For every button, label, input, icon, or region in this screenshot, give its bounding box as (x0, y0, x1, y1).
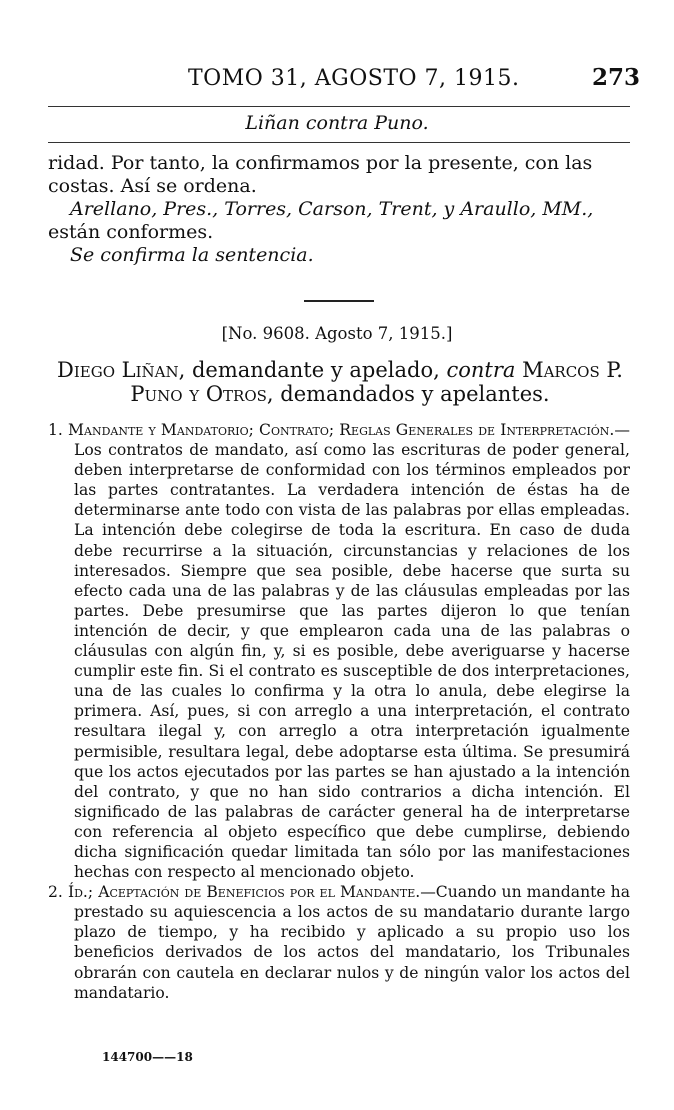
syllabus-text: —Cuando un mandante ha prestado su aquiescencia a los actos de su mandatario durante largo plazo de tiempo, y ha recibido y aplicado a su propio uso los beneficios derivados de los actos del mandatario, los Tribunales obrarán con cautela en declarar nulos y de ningún valor los actos del mandatario. (74, 883, 630, 1002)
syllabus-text: —Los contratos de mandato, así como las escrituras de poder general, deben interpretarse de conformidad con los términos empleados por las partes contratantes. La verdadera intención de éstas ha de determinarse ante todo con vista de las palabras por ellas empleadas. La intención debe colegirse de toda la escritura. En caso de duda debe recurrirse a la situación, circunstancias y relaciones de los interesados. Siempre que sea posible, debe hacerse que surta su efecto cada una de las palabras y de las cláusulas empleadas por las partes. Debe presumirse que las partes dijeron lo que tenían intención de decir, y que emplearon cada una de las palabras o cláusulas con algún fin, y, si es posible, debe averiguarse y hacerse cumplir este fin. Si el contrato es susceptible de dos interpretaciones, una de las cuales lo confirma y la otra lo anula, debe elegirse la primera. Así, pues, si con arreglo a una interpretación, el contrato resultara ilegal y, con arreglo a otra interpretación igualmente permisible, resultara legal, debe adoptarse esta última. Se presumirá que los actos ejecutados por las partes se han ajustado a la intención del contrato, y que no han sido contrarios a dicha intención. El significado de las palabras de carácter general ha de interpretarse con referencia al objeto específico que debe cumplirse, debiendo dicha significación quedar limitada tan sólo por las manifestaciones hechas con respecto al mencionado objeto. (74, 421, 630, 882)
case-separator (304, 300, 374, 302)
syllabus-heading: Mandante y Mandatorio; Contrato; Reglas Generales de Interpretación. (68, 421, 615, 439)
syllabus (48, 420, 630, 1003)
syllabus-heading: Íd.; Aceptación de Beneficios por el Mandante. (67, 883, 421, 902)
case-parties (48, 358, 632, 406)
page-number: 273 (592, 64, 641, 91)
plaintiff-role: , demandante y apelado, (178, 358, 447, 382)
concurrence-line: están conformes. (48, 221, 214, 243)
plaintiff-name: Diego Liñan (57, 358, 179, 382)
previous-case-ending (48, 152, 633, 267)
syllabus-number: 1. (48, 421, 63, 439)
syllabus-item (48, 882, 630, 1003)
running-head: TOMO 31, AGOSTO 7, 1915. (188, 66, 520, 91)
header-rule (48, 106, 630, 107)
syllabus-number: 2. (48, 883, 63, 902)
disposition-line: Se confirma la sentencia. (70, 244, 314, 266)
case-running-title: Liñan contra Puno. (245, 112, 429, 134)
printer-signature: 144700——18 (102, 1050, 193, 1064)
syllabus-item (48, 420, 630, 882)
judges-line: Arellano, Pres., Torres, Carson, Trent, y Araullo, MM., (70, 198, 594, 220)
contra-word: contra (446, 358, 516, 382)
closing-sentence: ridad. Por tanto, la confirmamos por la presente, con las costas. Así se ordena. (48, 152, 593, 197)
title-rule (48, 142, 630, 143)
defendant-role: , demandados y apelantes. (266, 382, 550, 406)
defendant-name: Marcos P. Puno y Otros (130, 358, 623, 406)
case-number: [No. 9608. Agosto 7, 1915.] (221, 324, 453, 343)
